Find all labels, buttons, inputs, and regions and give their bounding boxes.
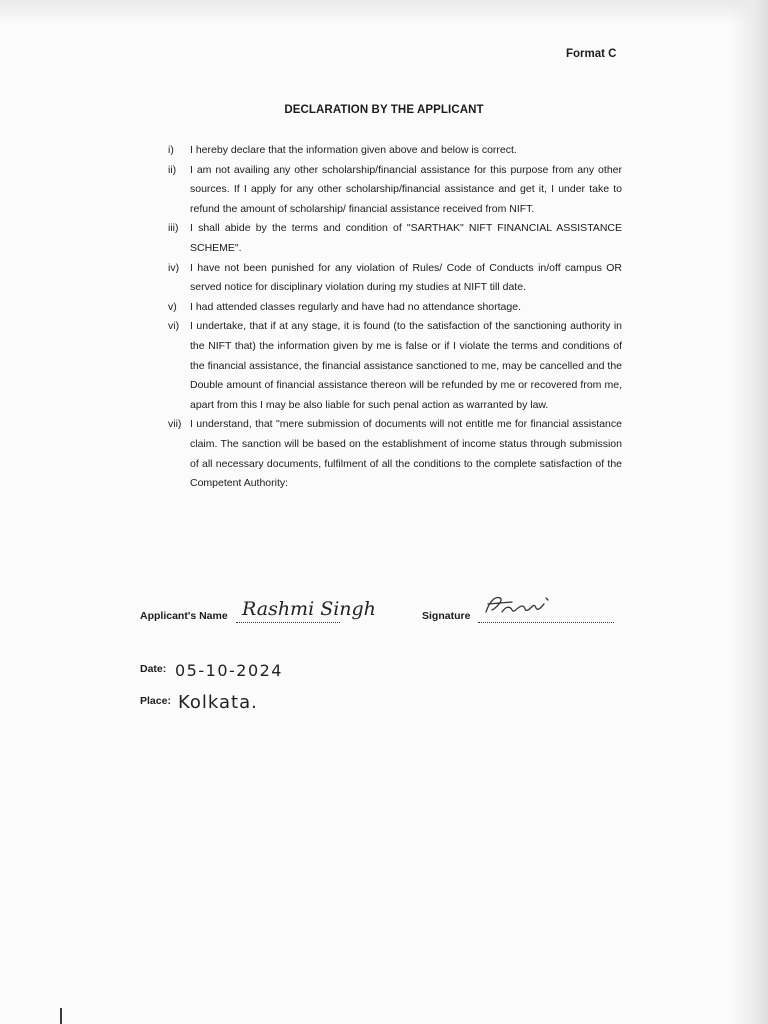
applicant-name-line (236, 622, 340, 623)
declaration-text: I undertake, that if at any stage, it is found (to the satisfaction of the sanctioning authority in the NIFT that) the information given by me is false or if I violate the terms and conditions of the financial assistance, the financial assistance sanctioned to me, may be cancelled and the Double amount of financial assistance thereon will be refunded by me or recovered from me, apart from this I may be also liable for such penal action as warranted by law. (190, 320, 622, 411)
declaration-number: v) (168, 300, 177, 313)
scan-edge-mark (60, 1008, 62, 1024)
declaration-text: I am not availing any other scholarship/financial assistance for this purpose from any other sources. If I apply for any other scholarship/financial assistance and get it, I under take to refund the amount of scholarship/ financial assistance received from NIFT. (190, 163, 622, 215)
declaration-text: I had attended classes regularly and have had no attendance shortage. (190, 300, 521, 313)
applicant-name-label: Applicant's Name (140, 610, 228, 622)
applicant-name-handwriting: Rashmi Singh (242, 598, 376, 620)
declaration-number: vi) (168, 320, 180, 333)
scan-shadow-top (0, 0, 768, 24)
declaration-list (168, 141, 622, 494)
declaration-text: I understand, that "mere submission of documents will not entitle me for financial assistance claim. The sanction will be based on the establishment of income status through submission of all necessary documents, fulfilment of all the conditions to the complete satisfaction of the Competent Authority: (190, 418, 622, 490)
declaration-item-1 (168, 141, 622, 161)
declaration-number: ii) (168, 163, 177, 176)
format-label: Format C (566, 48, 617, 60)
declaration-number: i) (168, 144, 174, 156)
declaration-number: vii) (168, 418, 182, 431)
declaration-item-5 (168, 298, 622, 318)
declaration-text: I hereby declare that the information given above and below is correct. (190, 144, 517, 156)
place-handwriting: Kolkata. (178, 692, 258, 713)
declaration-number: iii) (168, 222, 179, 235)
declaration-item-7 (168, 415, 622, 493)
signature-line (478, 622, 614, 623)
declaration-item-4 (168, 259, 622, 298)
date-handwriting: 05-10-2024 (175, 661, 283, 680)
declaration-text: I have not been punished for any violation of Rules/ Code of Conducts in/off campus OR served notice for disciplinary violation during my studies at NIFT till date. (190, 261, 622, 294)
declaration-number: iv) (168, 261, 180, 274)
signature-image (482, 592, 562, 620)
place-label: Place: (140, 695, 171, 707)
declaration-item-6 (168, 317, 622, 415)
page-title: DECLARATION BY THE APPLICANT (284, 104, 484, 116)
declaration-item-2 (168, 161, 622, 220)
scan-shadow-right (730, 0, 768, 1024)
signature-label: Signature (422, 610, 471, 622)
date-label: Date: (140, 663, 167, 675)
declaration-item-3 (168, 219, 622, 258)
declaration-text: I shall abide by the terms and condition of "SARTHAK" NIFT FINANCIAL ASSISTANCE SCHEME". (190, 222, 622, 254)
